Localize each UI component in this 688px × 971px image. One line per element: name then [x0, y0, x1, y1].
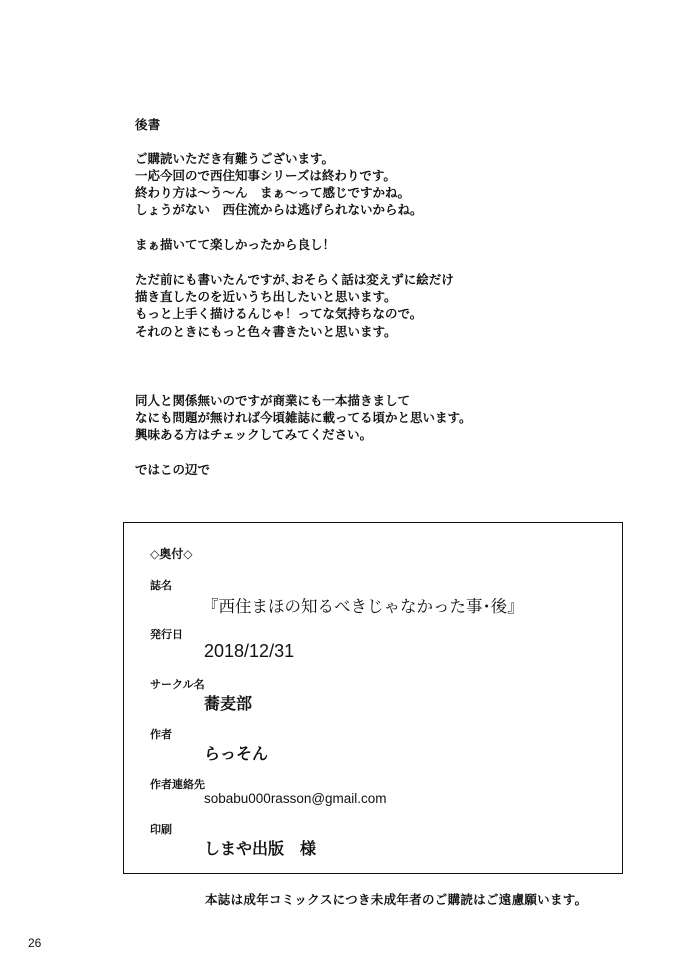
afterword-body [135, 115, 472, 478]
colophon-heading: ◇奥付◇ [150, 547, 193, 561]
contact-label: 作者連絡先 [150, 778, 205, 791]
text-line [135, 444, 472, 461]
text-line: 終わり方は〜う〜ん まぁ〜って感じですかね。 [135, 185, 411, 201]
author-value: らっそん [204, 744, 269, 763]
text-line: ではこの辺で [135, 461, 211, 477]
text-line [135, 219, 472, 236]
text-line: 興味ある方はチェックしてみてください。 [135, 427, 373, 443]
title-label: 誌名 [150, 579, 172, 592]
circle-label: サークル名 [150, 678, 205, 691]
printer-value: しまや出版 様 [204, 839, 317, 858]
text-line [135, 357, 472, 374]
text-line: 同人と関係無いのですが商業にも一本描きまして [135, 392, 411, 408]
text-line [135, 374, 472, 391]
printer-label: 印刷 [150, 823, 172, 836]
text-line: まぁ描いてて楽しかったから良し！ [135, 237, 336, 253]
text-line: もっと上手く描けるんじゃ！ってな気持ちなので。 [135, 306, 423, 322]
text-line: それのときにもっと色々書きたいと思います。 [135, 323, 397, 339]
colophon-box [123, 522, 623, 874]
text-line: しょうがない 西住流からは逃げられないからね。 [135, 202, 423, 218]
date-label: 発行日 [150, 628, 183, 641]
text-line [135, 132, 472, 149]
page-number: 26 [28, 936, 42, 950]
age-notice: 本誌は成年コミックスにつき未成年者のご購読はご遠慮願います。 [205, 892, 588, 907]
author-label: 作者 [150, 728, 172, 741]
contact-value: sobabu000rasson@gmail.com [204, 791, 387, 806]
text-line: 一応今回ので西住知事シリーズは終わりです。 [135, 167, 396, 183]
text-line: ただ前にも書いたんですが､おそらく話は変えずに絵だけ [135, 271, 454, 287]
title-value: 『西住まほの知るべきじゃなかった事･後』 [202, 597, 524, 616]
date-value: 2018/12/31 [204, 641, 295, 661]
text-line: ご購読いただき有難うございます。 [135, 150, 335, 166]
text-line [135, 253, 472, 270]
text-line [135, 115, 472, 132]
circle-value: 蕎麦部 [204, 694, 253, 713]
afterword-heading: 後書 [135, 117, 161, 132]
text-line [135, 340, 472, 357]
text-line: なにも問題が無ければ今頃雑誌に載ってる頃かと思います。 [135, 410, 472, 426]
text-line: 描き直したのを近いうち出したいと思います。 [135, 288, 397, 304]
